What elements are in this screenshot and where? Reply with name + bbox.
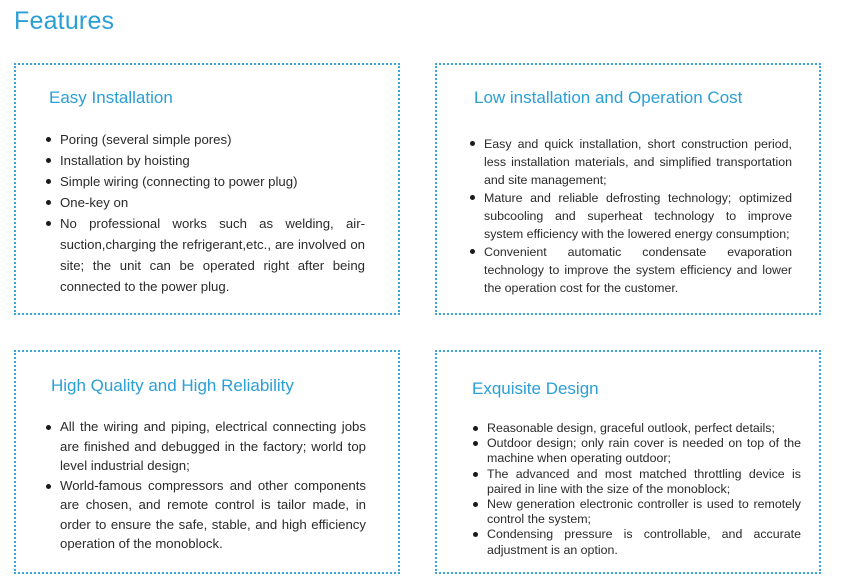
- card-heading: Exquisite Design: [472, 379, 599, 398]
- list-item: Convenient automatic condensate evaporation technology to improve the system efficiency and lower the operation cost for the customer.: [470, 243, 792, 297]
- list-item: New generation electronic controller is used to remotely control the system;: [473, 497, 801, 527]
- feature-card-easy-installation: [14, 63, 400, 315]
- list-item: Simple wiring (connecting to power plug): [46, 171, 365, 192]
- list-item: Reasonable design, graceful outlook, perfect details;: [473, 421, 801, 436]
- list-item: Mature and reliable defrosting technology; optimized subcooling and superheat technology to improve system efficiency with the lowered energy consumption;: [470, 189, 792, 243]
- list-item: Poring (several simple pores): [46, 129, 365, 150]
- list-item: Installation by hoisting: [46, 150, 365, 171]
- feature-list: [473, 421, 801, 558]
- feature-card-exquisite-design: [435, 350, 821, 574]
- list-item: World-famous compressors and other components are chosen, and remote control is tailor made, in order to ensure the safe, stable, and high efficiency operation of the monoblock.: [46, 476, 366, 554]
- card-heading: Easy Installation: [49, 88, 173, 107]
- list-item: Outdoor design; only rain cover is needed on top of the machine when operating outdoor;: [473, 436, 801, 466]
- list-item: Easy and quick installation, short construction period, less installation materials, and simplified transportation and site management;: [470, 135, 792, 189]
- feature-card-low-cost: [435, 63, 821, 315]
- card-heading: High Quality and High Reliability: [51, 376, 294, 395]
- list-item: Condensing pressure is controllable, and accurate adjustment is an option.: [473, 527, 801, 557]
- feature-list: [46, 417, 366, 554]
- feature-card-high-quality: [14, 350, 400, 574]
- feature-list: [470, 135, 792, 297]
- list-item: The advanced and most matched throttling device is paired in line with the size of the monoblock;: [473, 467, 801, 497]
- card-heading: Low installation and Operation Cost: [474, 88, 743, 107]
- list-item: No professional works such as welding, air-suction,charging the refrigerant,etc., are involved on site; the unit can be operated right after being connected to the power plug.: [46, 213, 365, 297]
- page-title: Features: [14, 7, 115, 35]
- list-item: One-key on: [46, 192, 365, 213]
- list-item: All the wiring and piping, electrical connecting jobs are finished and debugged in the factory; world top level industrial design;: [46, 417, 366, 476]
- feature-list: [46, 129, 365, 297]
